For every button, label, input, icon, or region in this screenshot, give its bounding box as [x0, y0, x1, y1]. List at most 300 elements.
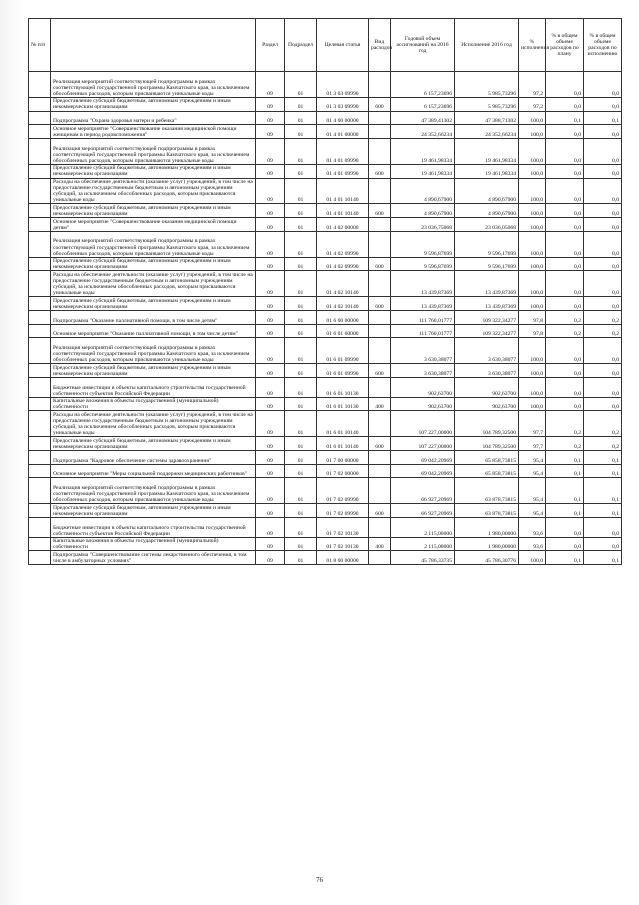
podrazdel-cell: 01 [285, 138, 317, 164]
razdel-cell: 09 [256, 437, 285, 451]
expense-type-cell: 600 [369, 257, 391, 271]
row-number-cell [29, 377, 51, 397]
share-execution-cell: 0,0 [584, 97, 622, 111]
plan-amount-cell: 902,63700 [391, 377, 455, 397]
podrazdel-cell: 01 [285, 517, 317, 537]
podrazdel-cell: 01 [285, 504, 317, 518]
description-cell: Предоставление субсидий бюджетным, автономным учреждениям и иным некоммерческим организациям [51, 97, 256, 111]
description-cell: Расходы на обеспечение деятельности (оказание услуг) учреждений, в том числе на предоставление государственным бюджетным и автономным учреждениям субсидий, за исключением обособленных расходов, которым присваиваются уникальные коды [51, 271, 256, 297]
execution-percent-cell: 100,0 [519, 377, 546, 397]
execution-amount-cell: 109 322,34277 [455, 310, 519, 324]
execution-amount-cell: 5 985,73296 [455, 97, 519, 111]
share-plan-cell: 0,0 [546, 231, 584, 257]
execution-percent-cell: 97,8 [519, 310, 546, 324]
target-article-cell: 01 6 01 10130 [317, 377, 369, 397]
header-podrazdel: Подраздел [285, 19, 317, 72]
share-execution-cell: 0,2 [584, 324, 622, 338]
table-row [29, 138, 622, 164]
table-row [29, 450, 622, 464]
expense-type-cell: 600 [369, 437, 391, 451]
execution-amount-cell: 65 858,73815 [455, 464, 519, 478]
expense-type-cell [369, 111, 391, 125]
podrazdel-cell: 01 [285, 324, 317, 338]
razdel-cell: 09 [256, 111, 285, 125]
expense-type-cell [369, 324, 391, 338]
expense-type-cell [369, 517, 391, 537]
table-row [29, 231, 622, 257]
target-article-cell: 01 6 01 09990 [317, 364, 369, 378]
execution-amount-cell: 902,63700 [455, 397, 519, 411]
expense-type-cell: 600 [369, 97, 391, 111]
target-article-cell: 01 6 01 10130 [317, 397, 369, 411]
podrazdel-cell: 01 [285, 310, 317, 324]
target-article-cell: 01 4 01 00000 [317, 125, 369, 139]
execution-amount-cell: 47 388,71302 [455, 111, 519, 125]
share-execution-cell: 0,0 [584, 297, 622, 311]
table-row [29, 178, 622, 204]
target-article-cell: 01 4 02 10140 [317, 271, 369, 297]
description-cell: Реализация мероприятий соответствующей подпрограммы в рамках соответствующей государственной программы Камчатского края, за исключением обособленных расходов, которым присваиваются уникальные коды [51, 138, 256, 164]
table-row [29, 72, 622, 98]
podrazdel-cell: 01 [285, 437, 317, 451]
execution-percent-cell: 100,0 [519, 178, 546, 204]
plan-amount-cell: 9 596,87699 [391, 257, 455, 271]
execution-amount-cell: 9 596,17699 [455, 257, 519, 271]
description-cell: Расходы на обеспечение деятельности (оказание услуг) учреждений, в том числе на предоставление государственным бюджетным и автономным учреждениям субсидий, за исключением обособленных расходов, которым присваиваются уникальные коды [51, 411, 256, 437]
description-cell: Предоставление субсидий бюджетным, автономным учреждениям и иным некоммерческим организациям [51, 204, 256, 218]
header-razdel: Раздел [256, 19, 285, 72]
row-number-cell [29, 364, 51, 378]
header-target-article: Целевая статья [317, 19, 369, 72]
podrazdel-cell: 01 [285, 464, 317, 478]
expense-type-cell: 600 [369, 204, 391, 218]
plan-amount-cell: 3 630,38077 [391, 338, 455, 364]
razdel-cell: 09 [256, 310, 285, 324]
execution-amount-cell: 23 036,05068 [455, 218, 519, 232]
expense-type-cell [369, 450, 391, 464]
description-cell: Предоставление субсидий бюджетным, автономным учреждениям и иным некоммерческим организациям [51, 164, 256, 178]
table-row [29, 257, 622, 271]
row-number-cell [29, 218, 51, 232]
share-execution-cell: 0,0 [584, 397, 622, 411]
share-execution-cell: 0,0 [584, 204, 622, 218]
podrazdel-cell: 01 [285, 111, 317, 125]
expense-type-cell [369, 138, 391, 164]
share-execution-cell: 0,1 [584, 464, 622, 478]
execution-percent-cell: 97,2 [519, 97, 546, 111]
share-plan-cell: 0,2 [546, 310, 584, 324]
share-execution-cell: 0,2 [584, 437, 622, 451]
share-execution-cell: 0,2 [584, 411, 622, 437]
target-article-cell: 01 3 03 09990 [317, 72, 369, 98]
row-number-cell [29, 437, 51, 451]
expense-type-cell [369, 377, 391, 397]
plan-amount-cell: 66 927,20969 [391, 504, 455, 518]
expense-type-cell [369, 411, 391, 437]
description-cell: Расходы на обеспечение деятельности (оказание услуг) учреждений, в том числе на предоставление государственным бюджетным и автономным учреждениям субсидий, за исключением обособленных расходов, которым присваиваются уникальные коды [51, 178, 256, 204]
row-number-cell [29, 551, 51, 565]
share-execution-cell: 0,2 [584, 310, 622, 324]
razdel-cell: 09 [256, 72, 285, 98]
budget-table [28, 18, 622, 565]
description-cell: Подпрограмма "Охрана здоровья матери и ребенка" [51, 111, 256, 125]
share-plan-cell: 0,1 [546, 111, 584, 125]
expense-type-cell: 600 [369, 364, 391, 378]
row-number-cell [29, 164, 51, 178]
plan-amount-cell: 69 042,20969 [391, 464, 455, 478]
description-cell: Предоставление субсидий бюджетным, автономным учреждениям и иным некоммерческим организациям [51, 364, 256, 378]
execution-percent-cell: 93,6 [519, 517, 546, 537]
table-row [29, 504, 622, 518]
table-row [29, 111, 622, 125]
share-plan-cell: 0,2 [546, 411, 584, 437]
share-plan-cell: 0,0 [546, 97, 584, 111]
table-row [29, 464, 622, 478]
description-cell: Реализация мероприятий соответствующей подпрограммы в рамках соответствующей государственной программы Камчатского края, за исключением обособленных расходов, которым присваиваются уникальные коды [51, 72, 256, 98]
document-page [28, 18, 621, 565]
podrazdel-cell: 01 [285, 450, 317, 464]
execution-amount-cell: 65 858,73815 [455, 450, 519, 464]
execution-percent-cell: 100,0 [519, 138, 546, 164]
share-execution-cell: 0,0 [584, 72, 622, 98]
execution-amount-cell: 63 878,73815 [455, 478, 519, 504]
share-execution-cell: 0,0 [584, 164, 622, 178]
plan-amount-cell: 66 927,20969 [391, 478, 455, 504]
execution-percent-cell: 97,8 [519, 324, 546, 338]
share-plan-cell: 0,0 [546, 338, 584, 364]
razdel-cell: 09 [256, 478, 285, 504]
podrazdel-cell: 01 [285, 478, 317, 504]
header-execution-percent: % исполнения [519, 19, 546, 72]
razdel-cell: 09 [256, 364, 285, 378]
execution-percent-cell: 100,0 [519, 297, 546, 311]
share-plan-cell: 0,0 [546, 178, 584, 204]
execution-amount-cell: 5 985,73296 [455, 72, 519, 98]
row-number-cell [29, 504, 51, 518]
razdel-cell: 09 [256, 464, 285, 478]
share-plan-cell: 0,0 [546, 397, 584, 411]
razdel-cell: 09 [256, 551, 285, 565]
execution-percent-cell: 97,7 [519, 437, 546, 451]
execution-percent-cell: 100,0 [519, 364, 546, 378]
target-article-cell: 01 7 02 09990 [317, 504, 369, 518]
expense-type-cell [369, 178, 391, 204]
share-plan-cell: 0,2 [546, 324, 584, 338]
page-number: 76 [316, 876, 323, 884]
table-row [29, 310, 622, 324]
row-number-cell [29, 178, 51, 204]
podrazdel-cell: 01 [285, 125, 317, 139]
table-body [29, 72, 622, 565]
description-cell: Основное мероприятие "Совершенствование оказания медицинской помощи детям" [51, 218, 256, 232]
plan-amount-cell: 24 352,66234 [391, 125, 455, 139]
execution-percent-cell: 100,0 [519, 164, 546, 178]
share-execution-cell: 0,1 [584, 478, 622, 504]
row-number-cell [29, 231, 51, 257]
target-article-cell: 01 4 02 00000 [317, 218, 369, 232]
razdel-cell: 09 [256, 164, 285, 178]
share-plan-cell: 0,1 [546, 450, 584, 464]
row-number-cell [29, 125, 51, 139]
share-plan-cell: 0,0 [546, 164, 584, 178]
row-number-cell [29, 478, 51, 504]
razdel-cell: 09 [256, 411, 285, 437]
plan-amount-cell: 111 760,01777 [391, 310, 455, 324]
razdel-cell: 09 [256, 218, 285, 232]
share-execution-cell: 0,0 [584, 271, 622, 297]
plan-amount-cell: 19 461,98334 [391, 138, 455, 164]
table-row [29, 364, 622, 378]
table-row [29, 478, 622, 504]
share-plan-cell: 0,0 [546, 517, 584, 537]
header-share-execution: % в общем объеме расходов по исполнению [584, 19, 622, 72]
execution-percent-cell: 100,0 [519, 397, 546, 411]
execution-amount-cell: 4 890,67900 [455, 204, 519, 218]
table-row [29, 218, 622, 232]
podrazdel-cell: 01 [285, 397, 317, 411]
plan-amount-cell: 3 630,38077 [391, 364, 455, 378]
description-cell: Основное мероприятие "Оказание паллиативной помощи, в том числе детям" [51, 324, 256, 338]
table-row [29, 437, 622, 451]
expense-type-cell [369, 72, 391, 98]
execution-percent-cell: 97,7 [519, 411, 546, 437]
plan-amount-cell: 2 115,00000 [391, 517, 455, 537]
expense-type-cell [369, 338, 391, 364]
share-plan-cell: 0,0 [546, 72, 584, 98]
description-cell: Предоставление субсидий бюджетным, автономным учреждениям и иным некоммерческим организациям [51, 437, 256, 451]
share-plan-cell: 0,0 [546, 377, 584, 397]
target-article-cell: 01 6 01 09990 [317, 338, 369, 364]
share-execution-cell: 0,0 [584, 218, 622, 232]
row-number-cell [29, 411, 51, 437]
expense-type-cell [369, 551, 391, 565]
expense-type-cell [369, 218, 391, 232]
row-number-cell [29, 297, 51, 311]
razdel-cell: 09 [256, 377, 285, 397]
expense-type-cell [369, 478, 391, 504]
execution-amount-cell: 13 439,87369 [455, 271, 519, 297]
plan-amount-cell: 107 227,00000 [391, 437, 455, 451]
share-plan-cell: 0,1 [546, 464, 584, 478]
description-cell: Реализация мероприятий соответствующей подпрограммы в рамках соответствующей государственной программы Камчатского края, за исключением обособленных расходов, которым присваиваются уникальные коды [51, 478, 256, 504]
razdel-cell: 09 [256, 324, 285, 338]
razdel-cell: 09 [256, 397, 285, 411]
share-plan-cell: 0,0 [546, 125, 584, 139]
header-description [51, 19, 256, 72]
row-number-cell [29, 517, 51, 537]
row-number-cell [29, 310, 51, 324]
description-cell: Подпрограмма "Кадровое обеспечение системы здравоохранения" [51, 450, 256, 464]
plan-amount-cell: 902,63700 [391, 397, 455, 411]
plan-amount-cell: 107 227,00000 [391, 411, 455, 437]
description-cell: Основное мероприятие "Меры социальной поддержки медицинских работников" [51, 464, 256, 478]
target-article-cell: 01 6 01 10140 [317, 411, 369, 437]
share-execution-cell: 0,0 [584, 517, 622, 537]
table-row [29, 164, 622, 178]
expense-type-cell: 600 [369, 504, 391, 518]
razdel-cell: 09 [256, 257, 285, 271]
share-execution-cell: 0,1 [584, 551, 622, 565]
plan-amount-cell: 6 157,23696 [391, 97, 455, 111]
expense-type-cell: 400 [369, 397, 391, 411]
podrazdel-cell: 01 [285, 364, 317, 378]
target-article-cell: 01 8 00 00000 [317, 551, 369, 565]
target-article-cell: 01 4 01 09990 [317, 164, 369, 178]
row-number-cell [29, 271, 51, 297]
target-article-cell: 01 4 02 09990 [317, 257, 369, 271]
row-number-cell [29, 338, 51, 364]
plan-amount-cell: 13 439,87369 [391, 297, 455, 311]
table-row [29, 377, 622, 397]
razdel-cell: 09 [256, 504, 285, 518]
description-cell: Реализация мероприятий соответствующей подпрограммы в рамках соответствующей государственной программы Камчатского края, за исключением обособленных расходов, которым присваиваются уникальные коды [51, 338, 256, 364]
expense-type-cell: 600 [369, 164, 391, 178]
podrazdel-cell: 01 [285, 271, 317, 297]
expense-type-cell [369, 310, 391, 324]
share-plan-cell: 0,0 [546, 204, 584, 218]
description-cell: Предоставление субсидий бюджетным, автономным учреждениям и иным некоммерческим организациям [51, 297, 256, 311]
plan-amount-cell: 111 760,01777 [391, 324, 455, 338]
target-article-cell: 01 6 00 00000 [317, 310, 369, 324]
table-row [29, 411, 622, 437]
share-plan-cell: 0,0 [546, 364, 584, 378]
share-plan-cell: 0,0 [546, 271, 584, 297]
execution-percent-cell: 100,0 [519, 551, 546, 565]
plan-amount-cell: 9 596,87699 [391, 231, 455, 257]
table-row [29, 338, 622, 364]
execution-amount-cell: 13 439,87369 [455, 297, 519, 311]
plan-amount-cell: 23 036,75068 [391, 218, 455, 232]
plan-amount-cell: 47 389,41302 [391, 111, 455, 125]
row-number-cell [29, 72, 51, 98]
podrazdel-cell: 01 [285, 218, 317, 232]
table-row [29, 397, 622, 411]
share-execution-cell: 0,0 [584, 537, 622, 551]
target-article-cell: 01 7 02 00000 [317, 464, 369, 478]
row-number-cell [29, 324, 51, 338]
execution-amount-cell: 19 461,98334 [455, 138, 519, 164]
razdel-cell: 09 [256, 450, 285, 464]
expense-type-cell [369, 231, 391, 257]
razdel-cell: 09 [256, 517, 285, 537]
execution-amount-cell: 1 980,00000 [455, 517, 519, 537]
description-cell: Предоставление субсидий бюджетным, автономным учреждениям и иным некоммерческим организациям [51, 504, 256, 518]
description-cell: Подпрограмма "Оказание паллиативной помощи, в том числе детям" [51, 310, 256, 324]
share-execution-cell: 0,0 [584, 178, 622, 204]
expense-type-cell [369, 271, 391, 297]
table-row [29, 204, 622, 218]
execution-percent-cell: 93,6 [519, 537, 546, 551]
table-row [29, 97, 622, 111]
header-expense-type: Вид расходов [369, 19, 391, 72]
table-row [29, 324, 622, 338]
podrazdel-cell: 01 [285, 231, 317, 257]
row-number-cell [29, 111, 51, 125]
target-article-cell: 01 6 01 00000 [317, 324, 369, 338]
execution-percent-cell: 100,0 [519, 257, 546, 271]
execution-amount-cell: 3 630,38077 [455, 338, 519, 364]
plan-amount-cell: 4 890,67900 [391, 204, 455, 218]
share-execution-cell: 0,0 [584, 377, 622, 397]
podrazdel-cell: 01 [285, 257, 317, 271]
plan-amount-cell: 69 042,20969 [391, 450, 455, 464]
execution-amount-cell: 109 322,34277 [455, 324, 519, 338]
razdel-cell: 09 [256, 204, 285, 218]
podrazdel-cell: 01 [285, 164, 317, 178]
description-cell: Капитальные вложения в объекты государственной (муниципальной) собственности [51, 537, 256, 551]
target-article-cell: 01 4 01 10140 [317, 204, 369, 218]
razdel-cell: 09 [256, 338, 285, 364]
razdel-cell: 09 [256, 297, 285, 311]
execution-percent-cell: 95,4 [519, 450, 546, 464]
target-article-cell: 01 4 01 10140 [317, 178, 369, 204]
table-row [29, 271, 622, 297]
execution-amount-cell: 4 890,67900 [455, 178, 519, 204]
execution-percent-cell: 95,4 [519, 478, 546, 504]
description-cell: Основное мероприятие "Совершенствование оказания медицинской помощи женщинам в период родовспоможения" [51, 125, 256, 139]
share-execution-cell: 0,0 [584, 257, 622, 271]
razdel-cell: 09 [256, 125, 285, 139]
plan-amount-cell: 6 157,23696 [391, 72, 455, 98]
share-plan-cell: 0,2 [546, 437, 584, 451]
execution-amount-cell: 19 461,98334 [455, 164, 519, 178]
target-article-cell: 01 7 02 10130 [317, 537, 369, 551]
share-plan-cell: 0,1 [546, 504, 584, 518]
podrazdel-cell: 01 [285, 97, 317, 111]
execution-amount-cell: 1 980,00000 [455, 537, 519, 551]
row-number-cell [29, 257, 51, 271]
expense-type-cell: 400 [369, 537, 391, 551]
podrazdel-cell: 01 [285, 297, 317, 311]
execution-percent-cell: 95,4 [519, 504, 546, 518]
table-row [29, 297, 622, 311]
razdel-cell: 09 [256, 97, 285, 111]
share-execution-cell: 0,0 [584, 138, 622, 164]
plan-amount-cell: 13 439,87369 [391, 271, 455, 297]
target-article-cell: 01 4 02 10140 [317, 297, 369, 311]
razdel-cell: 09 [256, 178, 285, 204]
description-cell: Бюджетные инвестиции в объекты капитального строительства государственной собственности субъектов Российской Федерации [51, 517, 256, 537]
expense-type-cell [369, 464, 391, 478]
description-cell: Бюджетные инвестиции в объекты капитального строительства государственной собственности субъектов Российской Федерации [51, 377, 256, 397]
share-execution-cell: 0,0 [584, 338, 622, 364]
podrazdel-cell: 01 [285, 204, 317, 218]
razdel-cell: 09 [256, 271, 285, 297]
description-cell: Капитальные вложения в объекты государственной (муниципальной) собственности [51, 397, 256, 411]
description-cell: Реализация мероприятий соответствующей подпрограммы в рамках соответствующей государственной программы Камчатского края, за исключением обособленных расходов, которым присваиваются уникальные коды [51, 231, 256, 257]
expense-type-cell [369, 125, 391, 139]
execution-percent-cell: 95,4 [519, 464, 546, 478]
row-number-cell [29, 397, 51, 411]
podrazdel-cell: 01 [285, 537, 317, 551]
row-number-cell [29, 537, 51, 551]
execution-percent-cell: 97,2 [519, 72, 546, 98]
table-row [29, 125, 622, 139]
plan-amount-cell: 19 461,98334 [391, 164, 455, 178]
table-header-row [29, 19, 622, 72]
razdel-cell: 09 [256, 537, 285, 551]
share-execution-cell: 0,1 [584, 504, 622, 518]
razdel-cell: 09 [256, 231, 285, 257]
table-row [29, 551, 622, 565]
execution-percent-cell: 100,0 [519, 271, 546, 297]
podrazdel-cell: 01 [285, 411, 317, 437]
share-plan-cell: 0,0 [546, 297, 584, 311]
podrazdel-cell: 01 [285, 178, 317, 204]
header-num: № п/п [29, 19, 51, 72]
plan-amount-cell: 2 115,00000 [391, 537, 455, 551]
target-article-cell: 01 4 02 09990 [317, 231, 369, 257]
